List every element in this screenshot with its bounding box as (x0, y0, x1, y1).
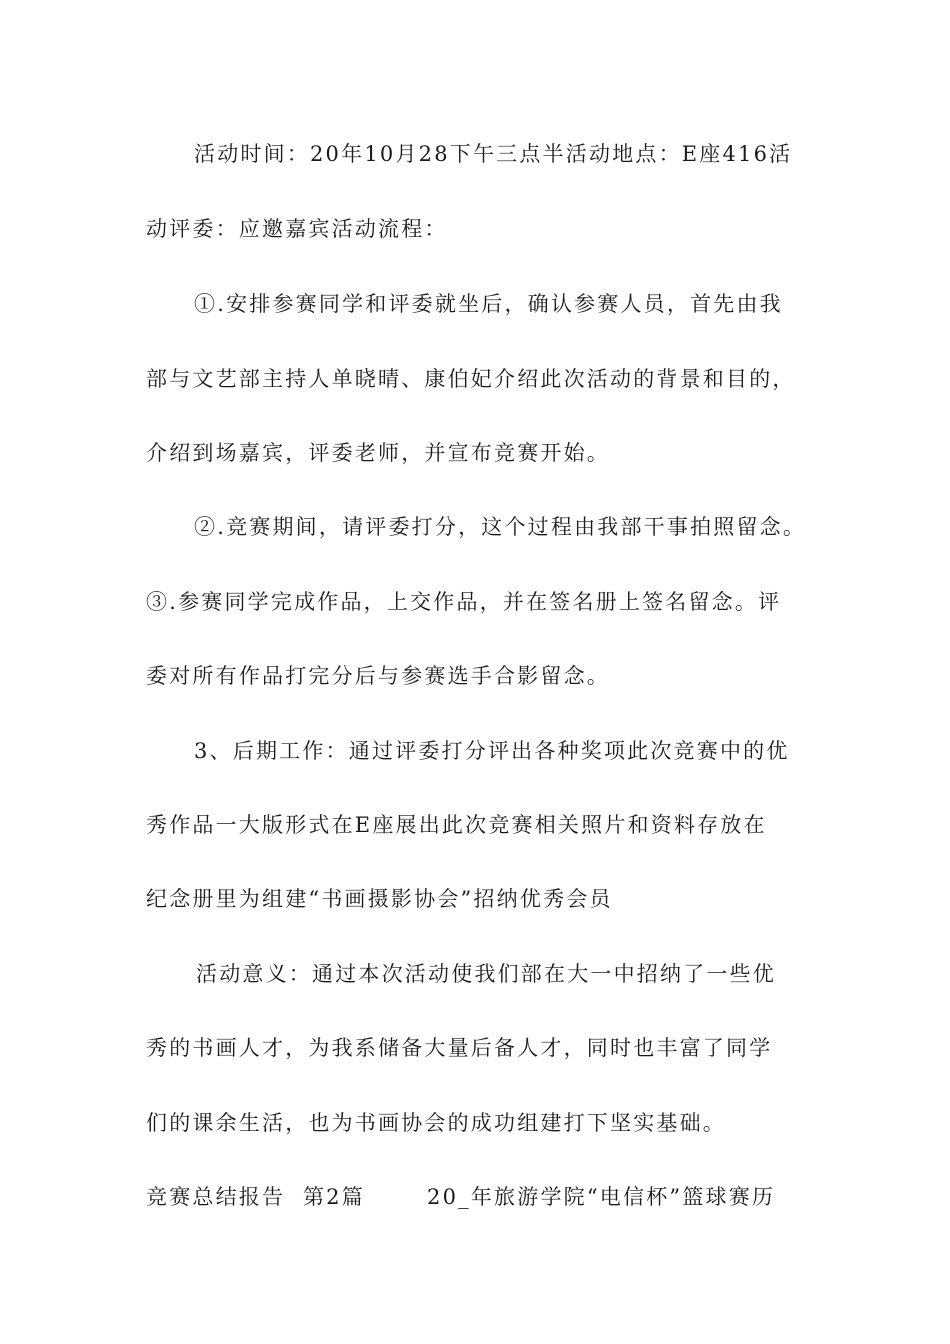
paragraph-line-14: 们的课余生活，也为书画协会的成功组建打下坚实基础。 (146, 1111, 726, 1135)
paragraph-line-9: 3、后期工作：通过评委打分评出各种奖项此次竞赛中的优 (194, 739, 790, 763)
paragraph-line-12: 活动意义：通过本次活动使我们部在大一中招纳了一些优 (196, 962, 776, 986)
paragraph-line-8: 委对所有作品打完分后与参赛选手合影留念。 (146, 664, 610, 688)
paragraph-line-13: 秀的书画人才，为我系储备大量后备人才，同时也丰富了同学 (146, 1036, 773, 1060)
paragraph-line-15: 竞赛总结报告 第2篇 20_年旅游学院“电信杯”篮球赛历 (146, 1185, 776, 1209)
paragraph-line-11: 纪念册里为组建“书画摄影协会”招纳优秀会员 (146, 887, 613, 911)
paragraph-line-7: ③.参赛同学完成作品，上交作品，并在签名册上签名留念。评 (146, 590, 782, 614)
paragraph-line-10: 秀作品一大版形式在E座展出此次竞赛相关照片和资料存放在 (146, 813, 767, 837)
paragraph-line-2: 动评委：应邀嘉宾活动流程： (146, 217, 448, 241)
paragraph-line-1: 活动时间：20年10月28下午三点半活动地点：E座416活 (194, 142, 793, 166)
paragraph-line-4: 部与文艺部主持人单晓晴、康伯妃介绍此次活动的背景和目的， (146, 367, 796, 391)
paragraph-line-5: 介绍到场嘉宾，评委老师，并宣布竞赛开始。 (146, 441, 610, 465)
paragraph-line-3: ①.安排参赛同学和评委就坐后，确认参赛人员，首先由我 (194, 292, 783, 316)
paragraph-line-6: ②.竞赛期间，请评委打分，这个过程由我部干事拍照留念。 (194, 515, 807, 539)
